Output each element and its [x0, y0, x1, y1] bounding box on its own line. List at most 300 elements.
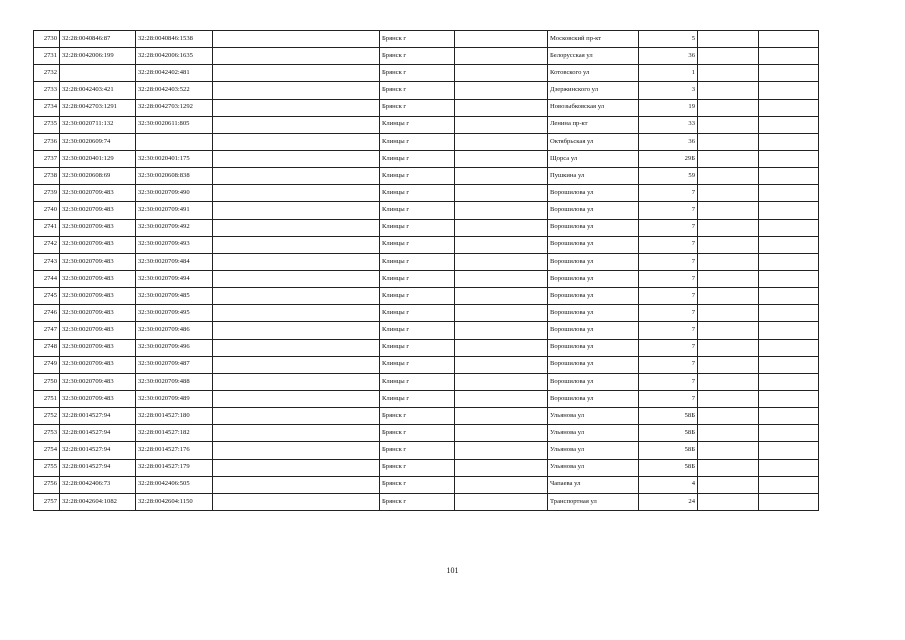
street-cell: Ульянова ул	[548, 425, 639, 442]
house-number: 7	[639, 390, 698, 407]
table-row	[34, 168, 819, 185]
empty-cell	[759, 168, 819, 185]
cadastral-number-parcel: 32:30:0020709:483	[60, 390, 136, 407]
cadastral-number-parcel: 32:28:0014527:94	[60, 442, 136, 459]
street-cell: Ворошилова ул	[548, 339, 639, 356]
empty-cell	[213, 185, 380, 202]
row-number: 2750	[34, 373, 60, 390]
row-number: 2752	[34, 408, 60, 425]
house-number: 7	[639, 236, 698, 253]
empty-cell	[698, 459, 759, 476]
empty-cell	[213, 425, 380, 442]
street-cell: Пушкина ул	[548, 168, 639, 185]
table-row	[34, 339, 819, 356]
empty-cell	[213, 253, 380, 270]
cadastral-number-object: 32:30:0020709:495	[136, 305, 213, 322]
cadastral-number-object: 32:28:0042703:1292	[136, 99, 213, 116]
empty-cell	[213, 31, 380, 48]
empty-cell	[698, 185, 759, 202]
street-cell: Ворошилова ул	[548, 253, 639, 270]
cadastral-number-object: 32:30:0020709:496	[136, 339, 213, 356]
empty-cell	[759, 339, 819, 356]
empty-cell	[759, 133, 819, 150]
row-number: 2751	[34, 390, 60, 407]
city-cell: Брянск г	[380, 99, 455, 116]
page-number: 101	[446, 566, 459, 575]
house-number: 58Б	[639, 459, 698, 476]
empty-cell	[455, 99, 548, 116]
street-cell: Московский пр-кт	[548, 31, 639, 48]
table-row	[34, 305, 819, 322]
cadastral-number-object: 32:28:0042406:505	[136, 476, 213, 493]
empty-cell	[213, 99, 380, 116]
empty-cell	[698, 476, 759, 493]
table-row	[34, 442, 819, 459]
empty-cell	[698, 288, 759, 305]
house-number: 7	[639, 305, 698, 322]
empty-cell	[698, 219, 759, 236]
empty-cell	[698, 150, 759, 167]
empty-cell	[455, 65, 548, 82]
cadastral-number-parcel: 32:30:0020709:483	[60, 270, 136, 287]
empty-cell	[759, 408, 819, 425]
empty-cell	[213, 459, 380, 476]
empty-cell	[698, 493, 759, 510]
house-number: 7	[639, 219, 698, 236]
city-cell: Брянск г	[380, 442, 455, 459]
empty-cell	[455, 270, 548, 287]
empty-cell	[213, 150, 380, 167]
empty-cell	[698, 339, 759, 356]
empty-cell	[213, 493, 380, 510]
empty-cell	[213, 322, 380, 339]
table-row	[34, 356, 819, 373]
cadastral-number-object: 32:30:0020608:838	[136, 168, 213, 185]
empty-cell	[455, 305, 548, 322]
city-cell: Клинцы г	[380, 305, 455, 322]
cadastral-number-object: 32:30:0020709:493	[136, 236, 213, 253]
city-cell: Брянск г	[380, 82, 455, 99]
empty-cell	[759, 65, 819, 82]
row-number: 2738	[34, 168, 60, 185]
table-row	[34, 408, 819, 425]
cadastral-number-parcel: 32:30:0020709:483	[60, 185, 136, 202]
table-row	[34, 476, 819, 493]
city-cell: Клинцы г	[380, 150, 455, 167]
empty-cell	[213, 168, 380, 185]
row-number: 2748	[34, 339, 60, 356]
cadastral-number-object: 32:28:0042006:1635	[136, 48, 213, 65]
empty-cell	[759, 356, 819, 373]
city-cell: Клинцы г	[380, 253, 455, 270]
empty-cell	[213, 305, 380, 322]
street-cell: Ворошилова ул	[548, 288, 639, 305]
house-number: 4	[639, 476, 698, 493]
empty-cell	[455, 288, 548, 305]
row-number: 2747	[34, 322, 60, 339]
row-number: 2740	[34, 202, 60, 219]
empty-cell	[698, 99, 759, 116]
cadastral-number-object: 32:28:0042402:481	[136, 65, 213, 82]
house-number: 3	[639, 82, 698, 99]
city-cell: Брянск г	[380, 459, 455, 476]
empty-cell	[759, 253, 819, 270]
cadastral-number-object: 32:28:0014527:176	[136, 442, 213, 459]
cadastral-number-object: 32:28:0042403:522	[136, 82, 213, 99]
empty-cell	[213, 339, 380, 356]
empty-cell	[455, 82, 548, 99]
row-number: 2733	[34, 82, 60, 99]
house-number: 59	[639, 168, 698, 185]
row-number: 2745	[34, 288, 60, 305]
cadastral-number-parcel: 32:30:0020608:69	[60, 168, 136, 185]
row-number: 2736	[34, 133, 60, 150]
house-number: 5	[639, 31, 698, 48]
table-row	[34, 150, 819, 167]
empty-cell	[698, 48, 759, 65]
city-cell: Клинцы г	[380, 116, 455, 133]
empty-cell	[455, 408, 548, 425]
cadastral-number-object	[136, 133, 213, 150]
house-number: 36	[639, 48, 698, 65]
table-row	[34, 185, 819, 202]
empty-cell	[698, 31, 759, 48]
empty-cell	[698, 442, 759, 459]
cadastral-number-object: 32:30:0020709:488	[136, 373, 213, 390]
street-cell: Октябрьская ул	[548, 133, 639, 150]
table-body	[34, 31, 819, 511]
city-cell: Клинцы г	[380, 219, 455, 236]
row-number: 2749	[34, 356, 60, 373]
cadastral-number-object: 32:28:0014527:182	[136, 425, 213, 442]
empty-cell	[213, 408, 380, 425]
house-number: 58Б	[639, 425, 698, 442]
empty-cell	[698, 202, 759, 219]
empty-cell	[698, 65, 759, 82]
empty-cell	[759, 150, 819, 167]
empty-cell	[455, 116, 548, 133]
empty-cell	[213, 82, 380, 99]
city-cell: Брянск г	[380, 31, 455, 48]
street-cell: Ворошилова ул	[548, 305, 639, 322]
empty-cell	[213, 48, 380, 65]
empty-cell	[213, 442, 380, 459]
cadastral-number-parcel: 32:30:0020709:483	[60, 322, 136, 339]
empty-cell	[455, 168, 548, 185]
city-cell: Брянск г	[380, 425, 455, 442]
empty-cell	[698, 82, 759, 99]
empty-cell	[759, 202, 819, 219]
table-row	[34, 82, 819, 99]
table-row	[34, 116, 819, 133]
street-cell: Ворошилова ул	[548, 322, 639, 339]
city-cell: Клинцы г	[380, 390, 455, 407]
table-row	[34, 219, 819, 236]
house-number: 7	[639, 322, 698, 339]
empty-cell	[759, 288, 819, 305]
empty-cell	[455, 236, 548, 253]
empty-cell	[698, 373, 759, 390]
cadastral-number-parcel: 32:28:0014527:94	[60, 459, 136, 476]
empty-cell	[698, 322, 759, 339]
cadastral-number-object: 32:30:0020709:484	[136, 253, 213, 270]
house-number: 7	[639, 373, 698, 390]
house-number: 7	[639, 270, 698, 287]
table-row	[34, 390, 819, 407]
house-number: 7	[639, 253, 698, 270]
cadastral-number-object: 32:28:0014527:179	[136, 459, 213, 476]
empty-cell	[698, 390, 759, 407]
cadastral-number-parcel: 32:30:0020709:483	[60, 202, 136, 219]
cadastral-number-parcel: 32:28:0042703:1291	[60, 99, 136, 116]
empty-cell	[759, 82, 819, 99]
cadastral-number-parcel: 32:30:0020709:483	[60, 305, 136, 322]
empty-cell	[759, 305, 819, 322]
city-cell: Клинцы г	[380, 270, 455, 287]
cadastral-number-parcel: 32:30:0020609:74	[60, 133, 136, 150]
street-cell: Ворошилова ул	[548, 356, 639, 373]
street-cell: Ульянова ул	[548, 442, 639, 459]
empty-cell	[213, 236, 380, 253]
empty-cell	[698, 305, 759, 322]
street-cell: Ворошилова ул	[548, 373, 639, 390]
cadastral-number-parcel: 32:30:0020711:132	[60, 116, 136, 133]
house-number: 19	[639, 99, 698, 116]
city-cell: Клинцы г	[380, 288, 455, 305]
cadastral-number-object: 32:30:0020709:490	[136, 185, 213, 202]
cadastral-number-parcel: 32:28:0042406:73	[60, 476, 136, 493]
street-cell: Дзержинского ул	[548, 82, 639, 99]
empty-cell	[759, 185, 819, 202]
row-number: 2739	[34, 185, 60, 202]
cadastral-number-parcel: 32:28:0042403:421	[60, 82, 136, 99]
row-number: 2730	[34, 31, 60, 48]
empty-cell	[455, 476, 548, 493]
house-number: 24	[639, 493, 698, 510]
table-row	[34, 236, 819, 253]
cadastral-number-parcel: 32:28:0014527:94	[60, 425, 136, 442]
city-cell: Клинцы г	[380, 133, 455, 150]
house-number: 7	[639, 356, 698, 373]
city-cell: Клинцы г	[380, 356, 455, 373]
cadastral-number-object: 32:30:0020709:486	[136, 322, 213, 339]
cadastral-number-parcel: 32:30:0020709:483	[60, 219, 136, 236]
empty-cell	[698, 116, 759, 133]
city-cell: Брянск г	[380, 476, 455, 493]
empty-cell	[698, 133, 759, 150]
empty-cell	[759, 493, 819, 510]
table-row	[34, 202, 819, 219]
empty-cell	[759, 322, 819, 339]
empty-cell	[698, 356, 759, 373]
empty-cell	[698, 270, 759, 287]
empty-cell	[455, 150, 548, 167]
empty-cell	[759, 31, 819, 48]
cadastral-number-parcel: 32:30:0020709:483	[60, 236, 136, 253]
empty-cell	[759, 116, 819, 133]
empty-cell	[455, 202, 548, 219]
cadastral-number-object: 32:30:0020611:805	[136, 116, 213, 133]
empty-cell	[455, 442, 548, 459]
city-cell: Брянск г	[380, 48, 455, 65]
empty-cell	[759, 390, 819, 407]
row-number: 2742	[34, 236, 60, 253]
cadastral-number-object: 32:30:0020709:492	[136, 219, 213, 236]
empty-cell	[213, 270, 380, 287]
street-cell: Ульянова ул	[548, 459, 639, 476]
cadastral-number-parcel: 32:30:0020709:483	[60, 356, 136, 373]
row-number: 2735	[34, 116, 60, 133]
house-number: 58Б	[639, 408, 698, 425]
street-cell: Белорусская ул	[548, 48, 639, 65]
empty-cell	[213, 390, 380, 407]
table-row	[34, 288, 819, 305]
row-number: 2743	[34, 253, 60, 270]
empty-cell	[455, 425, 548, 442]
empty-cell	[213, 65, 380, 82]
house-number: 58Б	[639, 442, 698, 459]
city-cell: Клинцы г	[380, 236, 455, 253]
table-row	[34, 99, 819, 116]
street-cell: Транспортная ул	[548, 493, 639, 510]
register-table	[33, 30, 819, 511]
cadastral-number-object: 32:30:0020709:491	[136, 202, 213, 219]
table-row	[34, 65, 819, 82]
cadastral-number-parcel: 32:30:0020709:483	[60, 339, 136, 356]
street-cell: Щорса ул	[548, 150, 639, 167]
empty-cell	[455, 185, 548, 202]
table-row	[34, 253, 819, 270]
street-cell: Ворошилова ул	[548, 219, 639, 236]
row-number: 2734	[34, 99, 60, 116]
city-cell: Брянск г	[380, 65, 455, 82]
house-number: 7	[639, 339, 698, 356]
table-row	[34, 459, 819, 476]
empty-cell	[759, 476, 819, 493]
empty-cell	[759, 425, 819, 442]
empty-cell	[455, 493, 548, 510]
house-number: 7	[639, 185, 698, 202]
empty-cell	[213, 116, 380, 133]
row-number: 2744	[34, 270, 60, 287]
empty-cell	[759, 442, 819, 459]
empty-cell	[759, 270, 819, 287]
row-number: 2746	[34, 305, 60, 322]
table-row	[34, 322, 819, 339]
empty-cell	[213, 219, 380, 236]
empty-cell	[698, 168, 759, 185]
city-cell: Клинцы г	[380, 339, 455, 356]
empty-cell	[759, 219, 819, 236]
row-number: 2737	[34, 150, 60, 167]
city-cell: Брянск г	[380, 408, 455, 425]
table-row	[34, 425, 819, 442]
empty-cell	[698, 425, 759, 442]
house-number: 29Б	[639, 150, 698, 167]
street-cell: Ленина пр-кт	[548, 116, 639, 133]
row-number: 2755	[34, 459, 60, 476]
row-number: 2741	[34, 219, 60, 236]
cadastral-number-parcel: 32:30:0020709:483	[60, 288, 136, 305]
cadastral-number-parcel: 32:28:0040846:87	[60, 31, 136, 48]
row-number: 2732	[34, 65, 60, 82]
house-number: 7	[639, 288, 698, 305]
house-number: 36	[639, 133, 698, 150]
row-number: 2756	[34, 476, 60, 493]
street-cell: Ульянова ул	[548, 408, 639, 425]
cadastral-number-parcel: 32:28:0042604:1082	[60, 493, 136, 510]
street-cell: Ворошилова ул	[548, 236, 639, 253]
city-cell: Клинцы г	[380, 322, 455, 339]
table-row	[34, 48, 819, 65]
empty-cell	[455, 356, 548, 373]
house-number: 33	[639, 116, 698, 133]
cadastral-number-object: 32:28:0042604:1150	[136, 493, 213, 510]
empty-cell	[213, 356, 380, 373]
table-row	[34, 270, 819, 287]
empty-cell	[759, 99, 819, 116]
empty-cell	[759, 48, 819, 65]
cadastral-number-parcel: 32:28:0014527:94	[60, 408, 136, 425]
empty-cell	[455, 459, 548, 476]
row-number: 2757	[34, 493, 60, 510]
empty-cell	[455, 339, 548, 356]
empty-cell	[455, 253, 548, 270]
cadastral-number-parcel: 32:28:0042006:199	[60, 48, 136, 65]
empty-cell	[455, 31, 548, 48]
cadastral-number-object: 32:30:0020709:489	[136, 390, 213, 407]
cadastral-number-parcel: 32:30:0020709:483	[60, 253, 136, 270]
empty-cell	[455, 373, 548, 390]
street-cell: Новозыбковская ул	[548, 99, 639, 116]
empty-cell	[455, 322, 548, 339]
empty-cell	[698, 253, 759, 270]
empty-cell	[455, 133, 548, 150]
empty-cell	[759, 459, 819, 476]
empty-cell	[213, 476, 380, 493]
empty-cell	[213, 288, 380, 305]
empty-cell	[455, 390, 548, 407]
cadastral-number-object: 32:30:0020401:175	[136, 150, 213, 167]
empty-cell	[455, 48, 548, 65]
empty-cell	[213, 133, 380, 150]
empty-cell	[698, 236, 759, 253]
city-cell: Клинцы г	[380, 185, 455, 202]
row-number: 2754	[34, 442, 60, 459]
street-cell: Ворошилова ул	[548, 390, 639, 407]
street-cell: Чапаева ул	[548, 476, 639, 493]
row-number: 2753	[34, 425, 60, 442]
cadastral-number-parcel	[60, 65, 136, 82]
table-row	[34, 373, 819, 390]
city-cell: Клинцы г	[380, 373, 455, 390]
empty-cell	[759, 373, 819, 390]
cadastral-number-object: 32:30:0020709:485	[136, 288, 213, 305]
table-row	[34, 493, 819, 510]
city-cell: Брянск г	[380, 493, 455, 510]
empty-cell	[698, 408, 759, 425]
cadastral-number-object: 32:28:0040846:1538	[136, 31, 213, 48]
house-number: 7	[639, 202, 698, 219]
city-cell: Клинцы г	[380, 168, 455, 185]
street-cell: Ворошилова ул	[548, 270, 639, 287]
cadastral-number-object: 32:28:0014527:180	[136, 408, 213, 425]
street-cell: Котовского ул	[548, 65, 639, 82]
cadastral-number-parcel: 32:30:0020401:129	[60, 150, 136, 167]
street-cell: Ворошилова ул	[548, 202, 639, 219]
empty-cell	[213, 202, 380, 219]
empty-cell	[455, 219, 548, 236]
